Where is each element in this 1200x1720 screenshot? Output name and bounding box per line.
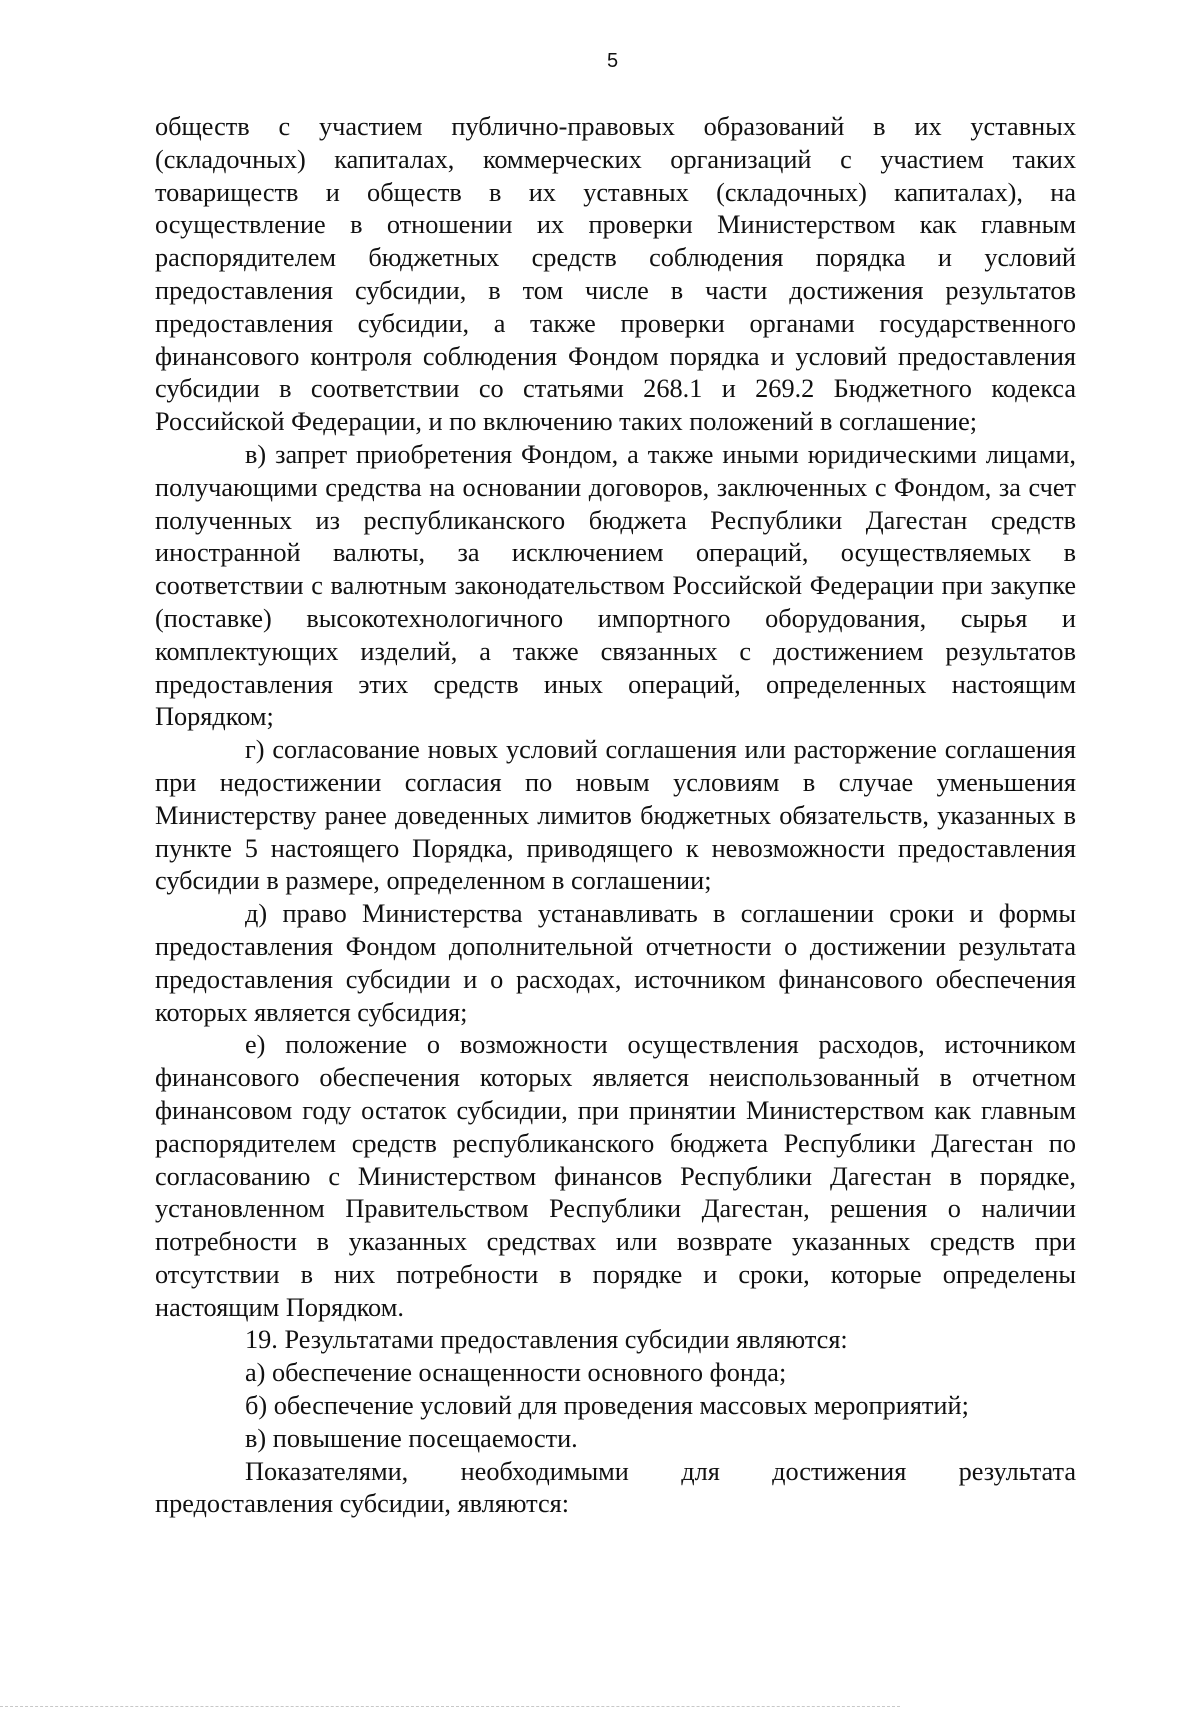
results-item-v: в) повышение посещаемости. — [245, 1423, 578, 1453]
results-item-b: б) обеспечение условий для проведения массовых мероприятий; — [245, 1391, 969, 1421]
scan-edge-line — [0, 1706, 900, 1707]
results-item-a: а) обеспечение оснащенности основного фонда; — [245, 1358, 787, 1388]
paragraph-indicators: Показателями, необходимыми для достижения результата предоставления субсидии, являются: — [155, 1456, 1076, 1519]
results-heading: 19. Результатами предоставления субсидии являются: — [245, 1325, 848, 1355]
paragraph-item-d: д) право Министерства устанавливать в соглашении сроки и формы предоставления Фондом дополнительной отчетности о достижении результата предоставления субсидии и о расходах, источником финансового обеспечения которых является субсидия; — [155, 899, 1076, 1027]
paragraph-item-e: е) положение о возможности осуществления расходов, источником финансового обеспечения которых является неиспользованный в отчетном финансовом году остаток субсидии, при принятии Министерством как главным распорядителем средств республиканского бюджета Республики Дагестан по согласованию с Министерством финансов Республики Дагестан в порядке, установленном Правительством Республики Дагестан, решения о наличии потребности в указанных средствах или возврате указанных средств при отсутствии в них потребности в порядке и сроки, которые определены настоящим Порядком. — [155, 1030, 1076, 1322]
document-body — [155, 111, 1076, 1521]
page-number: 5 — [606, 50, 619, 72]
paragraph-item-v: в) запрет приобретения Фондом, а также иными юридическими лицами, получающими средства на основании договоров, заключенных с Фондом, за счет полученных из республиканского бюджета Республики Дагестан средств иностранной валюты, за исключением операций, осуществляемых в соответствии с валютным законодательством Российской Федерации при закупке (поставке) высокотехнологичного импортного оборудования, сырья и комплектующих изделий, а также связанных с достижением результатов предоставления этих средств иных операций, определенных настоящим Порядком; — [155, 439, 1076, 732]
paragraph-item-g: г) согласование новых условий соглашения или расторжение соглашения при недостижении согласия по новым условиям в случае уменьшения Министерству ранее доведенных лимитов бюджетных обязательств, указанных в пункте 5 настоящего Порядка, приводящего к невозможности предоставления субсидии в размере, определенном в соглашении; — [155, 735, 1076, 896]
paragraph-continuation: обществ с участием публично-правовых образований в их уставных (складочных) капиталах, коммерческих организаций с участием таких товариществ и обществ в их уставных (складочных) капиталах), на осуществление в отношении их проверки Министерством как главным распорядителем бюджетных средств соблюдения порядка и условий предоставления субсидии, в том числе в части достижения результатов предоставления субсидии, а также проверки органами государственного финансового контроля соблюдения Фондом порядка и условий предоставления субсидии в соответствии со статьями 268.1 и 269.2 Бюджетного кодекса Российской Федерации, и по включению таких положений в соглашение; — [155, 112, 1076, 437]
